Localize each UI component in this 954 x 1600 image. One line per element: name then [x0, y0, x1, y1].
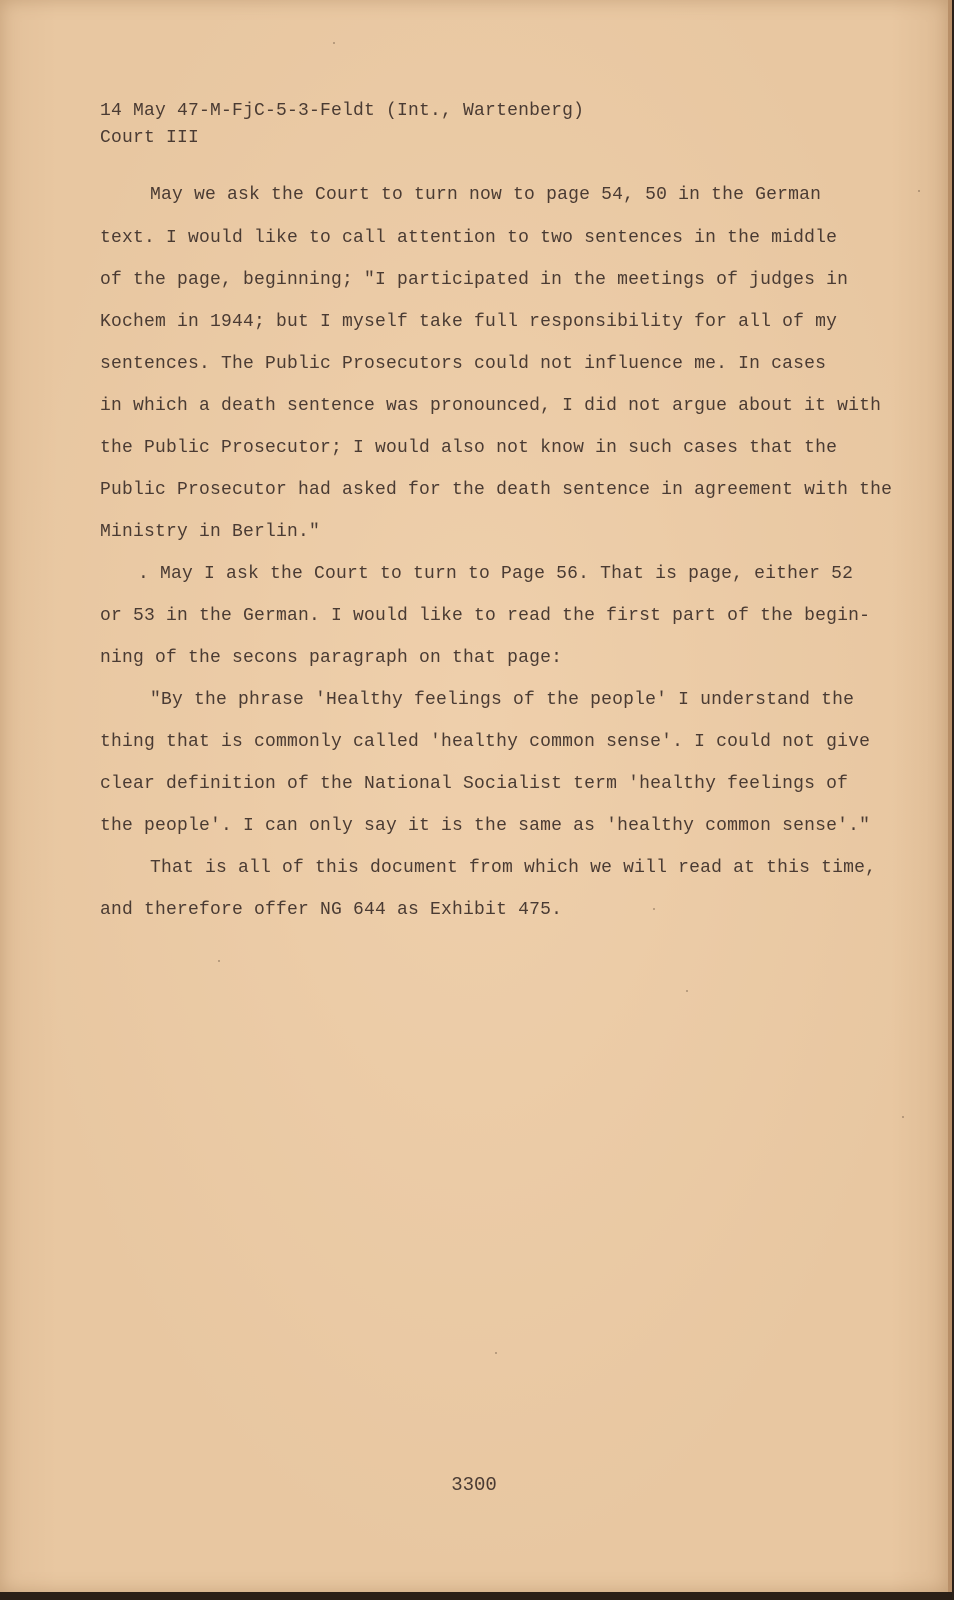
- body-line: text. I would like to call attention to two sentences in the middle: [100, 228, 838, 248]
- body-line: May we ask the Court to turn now to page 54, 50 in the German: [150, 185, 822, 205]
- body-line: That is all of this document from which we will read at this time,: [150, 858, 877, 878]
- body-line: and therefore offer NG 644 as Exhibit 475.: [100, 900, 563, 920]
- paper-speck: [918, 190, 920, 192]
- body-line: of the page, beginning; "I participated in the meetings of judges in: [100, 270, 849, 290]
- body-line: sentences. The Public Prosecutors could not influence me. In cases: [100, 354, 827, 374]
- body-line: Kochem in 1944; but I myself take full responsibility for all of my: [100, 312, 838, 332]
- paper-speck: [686, 990, 688, 992]
- quote-line: clear definition of the National Socialist term 'healthy feelings of: [100, 774, 849, 794]
- quote-line: the people'. I can only say it is the same as 'healthy common sense'.": [100, 816, 871, 836]
- paper-speck: [218, 960, 220, 962]
- page-number: 3300: [451, 1474, 497, 1496]
- body-line: . May I ask the Court to turn to Page 56. That is page, either 52: [138, 564, 854, 584]
- quote-line: "By the phrase 'Healthy feelings of the people' I understand the: [150, 690, 855, 710]
- body-line: ning of the secons paragraph on that page:: [100, 648, 563, 668]
- body-line: Public Prosecutor had asked for the death sentence in agreement with the: [100, 480, 893, 500]
- paper-speck: [495, 1352, 497, 1354]
- body-line: Ministry in Berlin.": [100, 522, 321, 542]
- paper-speck: [653, 908, 655, 910]
- paper-speck: [902, 1116, 904, 1118]
- quote-line: thing that is commonly called 'healthy common sense'. I could not give: [100, 732, 871, 752]
- body-line: the Public Prosecutor; I would also not know in such cases that the: [100, 438, 838, 458]
- header-reference-line: 14 May 47-M-FjC-5-3-Feldt (Int., Wartenberg): [100, 101, 585, 121]
- body-line: or 53 in the German. I would like to read the first part of the begin-: [100, 606, 871, 626]
- paper-speck: [333, 42, 335, 44]
- body-line: in which a death sentence was pronounced, I did not argue about it with: [100, 396, 882, 416]
- header-court-line: Court III: [100, 128, 200, 148]
